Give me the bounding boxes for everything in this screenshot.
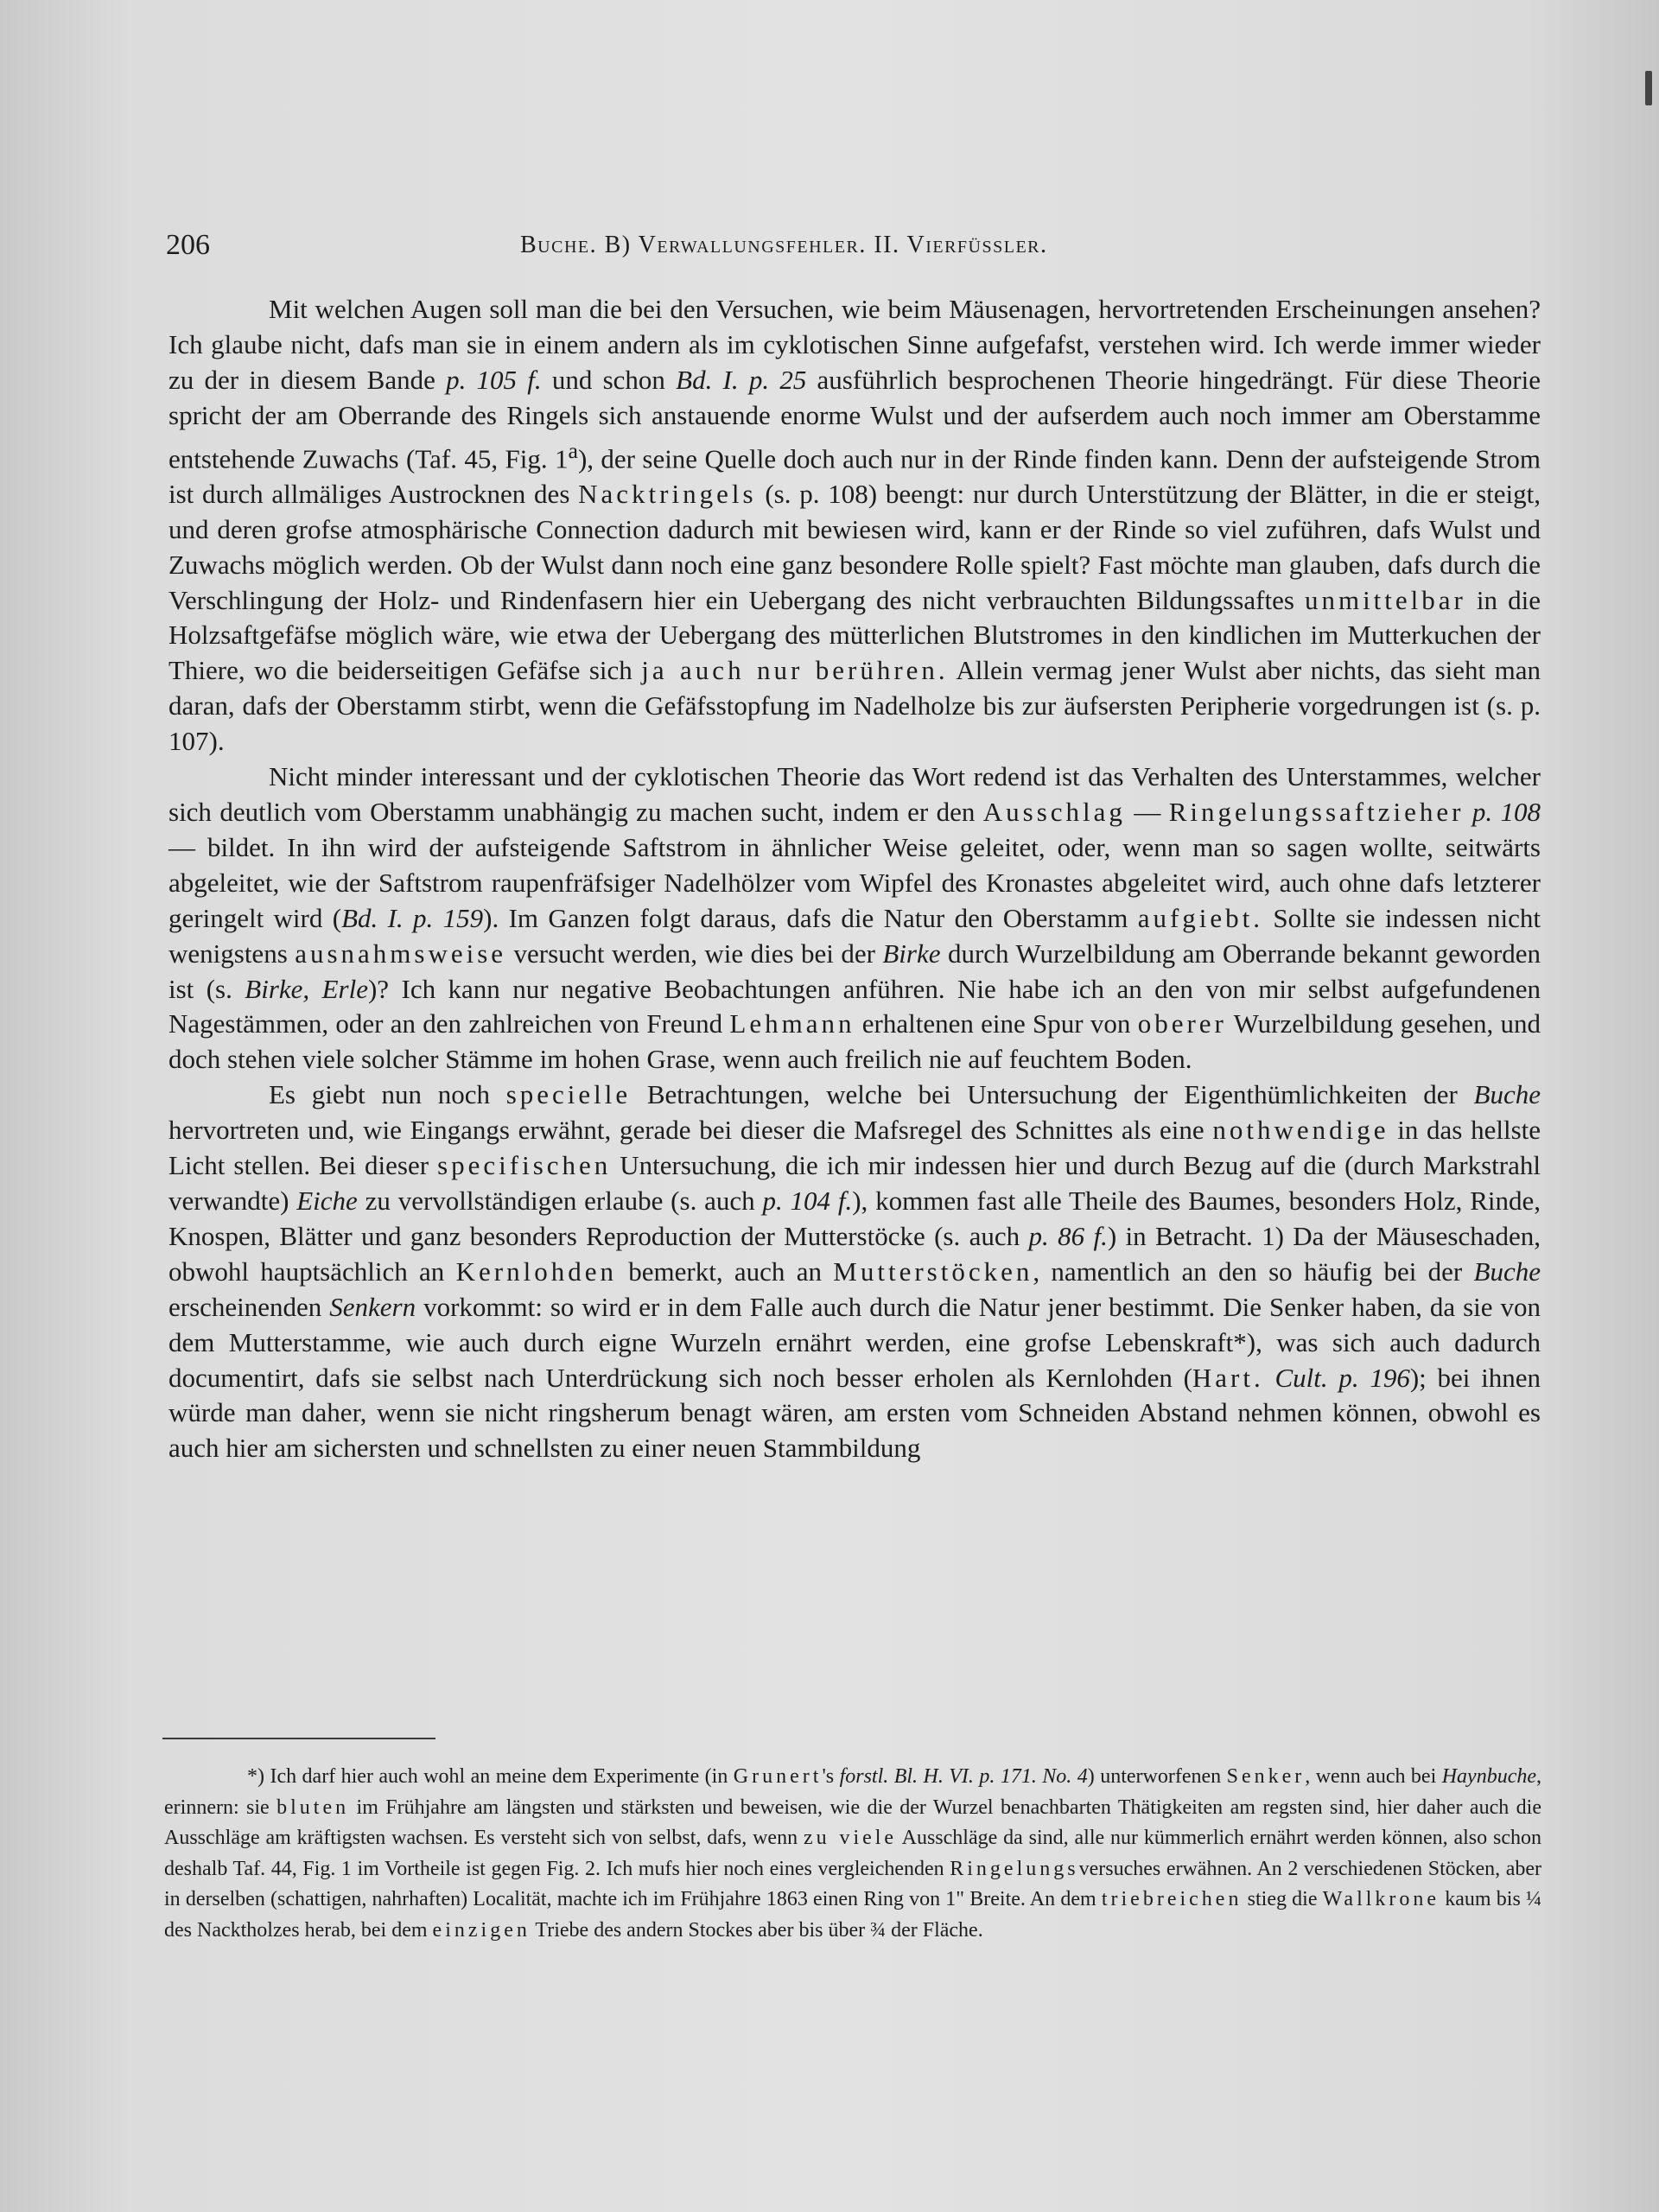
text-run: — bildet. In ihn wird der aufsteigende Saftstrom in ähnlicher Weise geleitet, oder, wenn man so sagen wollte, seitwärts abgeleitet, wie der Saftstrom raupenfräfsiger Nadelhölzer vom Wipfel des Kronastes abgeleitet wird, auch ohne dafs letzterer geringelt wird ( xyxy=(168,831,1541,933)
spaced-run: Ringelungssaftzieher xyxy=(1168,797,1465,828)
spaced-run: Mutterstöcken xyxy=(833,1255,1033,1287)
text-run: Betrachtungen, welche bei Untersuchung der Eigenthümlichkeiten der xyxy=(631,1079,1474,1110)
spaced-run: nothwendige xyxy=(1212,1115,1389,1146)
spaced-run: ja auch nur berühren. xyxy=(641,655,949,686)
spaced-run: specielle xyxy=(505,1079,632,1110)
text-run: ), kommen fast alle Theile des Baumes, besonders Holz, Rinde, Knospen, Blätter und ganz besonders Reproduction der Mutterstöcke (s. auch xyxy=(168,1185,1541,1251)
paragraph xyxy=(168,760,1541,1077)
italic-run: Buche xyxy=(1473,1255,1541,1287)
italic-run: p. 108 xyxy=(1471,797,1541,828)
spaced-run: specifischen xyxy=(437,1150,612,1181)
italic-run: Birke xyxy=(882,938,941,969)
spaced-run: Wallkrone xyxy=(1322,1888,1440,1911)
italic-run: Senkern xyxy=(329,1291,416,1322)
text-run: , namentlich an den so häufig bei der xyxy=(1033,1255,1474,1287)
paragraph xyxy=(168,292,1541,760)
text-run: stieg die xyxy=(1242,1888,1323,1911)
text-run: kaum bis ¼ des Nacktholzes herab, bei dem xyxy=(164,1888,1541,1942)
text-run: ) unterworfenen xyxy=(1087,1765,1227,1788)
body-text xyxy=(168,292,1541,1466)
italic-run: Bd. I. p. 25 xyxy=(676,364,807,395)
text-run: (s. p. 108) beengt: nur durch Unterstützung der Blätter, in die er steigt, und deren grofse atmosphärische Connection dadurch mit bewiesen wird, kann er der Rinde so viel zuführen, dafs Wulst und Zuwachs möglich werden. Ob der Wulst dann noch eine ganz besondere Rolle spielt? Fast möchte man glauben, dafs durch die Verschlingung der Holz- und Rindenfasern hier ein Uebergang des nicht verbrauchten Bildungssaftes xyxy=(168,478,1541,615)
italic-run: Eiche xyxy=(296,1185,358,1216)
spaced-run: ausnahmsweise xyxy=(295,938,507,969)
paragraph xyxy=(168,1077,1541,1466)
text-run: 's xyxy=(822,1765,840,1788)
italic-run: p. 86 f. xyxy=(1028,1220,1108,1251)
text-run: Triebe des andern Stockes aber bis über ¾ der Fläche. xyxy=(530,1918,983,1942)
text-run: Untersuchung, die ich mir indessen hier und durch Bezug auf die (durch Markstrahl verwandte) xyxy=(168,1150,1541,1216)
text-run: ) in Betracht. 1) Da der Mäuseschaden, obwohl hauptsächlich an xyxy=(168,1220,1541,1287)
text-run: Es giebt nun noch xyxy=(269,1079,506,1110)
text-run: ), der seine Quelle doch auch nur in der Rinde finden kann. Denn der aufsteigende Strom ist durch allmäliges Austrocknen des xyxy=(168,442,1541,509)
italic-run: Buche xyxy=(1473,1079,1541,1110)
scan-edge-mark xyxy=(1645,71,1652,105)
footnote xyxy=(164,1762,1541,1947)
spaced-run: Ringelungs xyxy=(950,1857,1079,1880)
spaced-run: unmittelbar xyxy=(1304,584,1466,615)
text-run: , wenn auch bei xyxy=(1305,1765,1442,1788)
text-run: )? Ich kann nur negative Beobachtungen anführen. Nie habe ich an den von mir selbst aufgefundenen Nagestämmen, oder an den zahlreichen von Freund xyxy=(168,973,1541,1039)
spaced-run: aufgiebt. xyxy=(1137,902,1264,933)
text-run: ausführlich besprochenen Theorie hingedrängt. Für diese Theorie spricht der am Oberrande des Ringels sich anstauende enorme Wulst und der aufserdem auch noch immer am Oberstamme entstehende Zuwachs (Taf. 45, Fig. 1 xyxy=(168,364,1541,474)
text-run: bemerkt, auch an xyxy=(616,1255,834,1287)
text-run: Ausschläge da sind, alle nur kümmerlich ernährt werden können, also schon deshalb Taf. 44, Fig. 1 im Vortheile ist gegen Fig. 2. Ich mufs hier noch eines vergleichenden xyxy=(164,1827,1541,1880)
italic-run: p. 104 f. xyxy=(762,1185,853,1216)
text-run: *) Ich darf hier auch wohl an meine dem Experimente (in xyxy=(247,1765,734,1788)
text-run: Nicht minder interessant und der cyklotischen Theorie das Wort redend ist das Verhalten des Unterstammes, welcher sich deutlich vom Oberstamm unabhängig zu machen sucht, indem er den xyxy=(168,761,1541,828)
spaced-run: Senker xyxy=(1226,1765,1306,1788)
text-run: vorkommt: so wird er in dem Falle auch durch die Natur jener bestimmt. Die Senker haben, da sie von dem Mutterstamme, wie auch durch eigne Wurzeln ernährt werden, eine grofse Lebenskraft*), was sich auch dadurch documentirt, dafs sie selbst nach Unterdrückung sich noch besser erholen als Kernlohden ( xyxy=(168,1291,1541,1393)
italic-run: Birke, Erle xyxy=(245,973,368,1004)
text-run: Sollte sie indessen nicht wenigstens xyxy=(168,902,1541,969)
text-run: versucht werden, wie dies bei der xyxy=(506,938,883,969)
spaced-run: Kernlohden xyxy=(455,1255,617,1287)
italic-run: Cult. p. 196 xyxy=(1274,1362,1410,1393)
text-run: Allein vermag jener Wulst aber nichts, das sieht man daran, dafs der Oberstamm stirbt, wenn die Gefäfsstopfung im Nadelholze bis zur äufsersten Peripherie vorgedrungen ist (s. p. 107). xyxy=(168,655,1541,757)
running-head: Buche. B) Verwallungsfehler. II. Vierfüssler. xyxy=(520,232,1048,258)
text-run: — xyxy=(1125,797,1169,828)
spaced-run: triebreichen xyxy=(1101,1888,1243,1911)
spaced-run: zu viele xyxy=(803,1827,898,1850)
text-run: Wurzelbildung gesehen, und doch stehen viele solcher Stämme im hohen Grase, wenn auch freilich nie auf feuchtem Boden. xyxy=(168,1008,1541,1075)
page-number: 206 xyxy=(166,229,210,261)
text-run: , erinnern: sie xyxy=(164,1765,1541,1819)
spaced-run: Lehmann xyxy=(729,1008,855,1039)
text-run: zu vervollständigen erlaube (s. auch xyxy=(357,1185,763,1216)
text-run: erscheinenden xyxy=(168,1291,330,1322)
text-run: und schon xyxy=(541,364,677,395)
footnote-divider xyxy=(162,1738,435,1739)
text-run: durch Wurzelbildung am Oberrande bekannt geworden ist (s. xyxy=(168,938,1541,1004)
text-run: im Frühjahre am längsten und stärksten und beweisen, wie die der Wurzel benachbarten Thätigkeiten am regsten sind, hier daher auch die Ausschläge am kräftigsten wachsen. Es versteht sich von selbst, dafs, wenn xyxy=(164,1796,1541,1850)
text-run: versuches erwähnen. An 2 verschiedenen Stöcken, aber in derselben (schattigen, nahrhaften) Localität, machte ich im Frühjahre 1863 einen Ring von 1" Breite. An dem xyxy=(164,1857,1541,1911)
spaced-run: Hart. xyxy=(1192,1362,1264,1393)
spaced-run: Ausschlag xyxy=(982,797,1126,828)
italic-run: forstl. Bl. H. VI. p. 171. No. 4 xyxy=(839,1765,1088,1788)
text-run: in die Holzsaftgefäfse möglich wäre, wie etwa der Uebergang des mütterlichen Blutstromes in den kindlichen im Mutterkuchen der Thiere, wo die beiderseitigen Gefäfse sich xyxy=(168,584,1541,686)
text-run: in das hellste Licht stellen. Bei dieser xyxy=(168,1115,1541,1181)
page-header xyxy=(166,226,1540,264)
text-run: erhaltenen eine Spur von xyxy=(855,1008,1138,1039)
italic-run: Bd. I. p. 159 xyxy=(341,902,484,933)
spaced-run: oberer xyxy=(1137,1008,1227,1039)
italic-run: p. 105 f. xyxy=(446,364,542,395)
text-run: hervortreten und, wie Eingangs erwähnt, gerade bei dieser die Mafsregel des Schnittes als eine xyxy=(168,1115,1213,1146)
spaced-run: bluten xyxy=(276,1796,350,1819)
italic-run: Haynbuche xyxy=(1441,1765,1536,1788)
text-run xyxy=(1464,797,1471,827)
text-run xyxy=(1264,1363,1275,1393)
superscript-run: a xyxy=(568,437,578,463)
text-run: Mit welchen Augen soll man die bei den Versuchen, wie beim Mäusenagen, hervortretenden Erscheinungen ansehen? Ich glaube nicht, dafs man sie in einem andern als im cyklotischen Sinne aufgefafst, verstehen wird. Ich werde immer wieder zu der in diesem Bande xyxy=(168,294,1541,395)
text-run: ). Im Ganzen folgt daraus, dafs die Natur den Oberstamm xyxy=(483,902,1138,933)
spaced-run: einzigen xyxy=(432,1918,531,1942)
spaced-run: Nacktringels xyxy=(578,478,757,509)
spaced-run: Grunert xyxy=(733,1765,823,1788)
text-run: ); bei ihnen würde man daher, wenn sie nicht ringsherum benagt wären, am ersten vom Schneiden Abstand nehmen können, obwohl es auch hier am sichersten und schnellsten zu einer neuen Stammbildung xyxy=(168,1362,1541,1464)
